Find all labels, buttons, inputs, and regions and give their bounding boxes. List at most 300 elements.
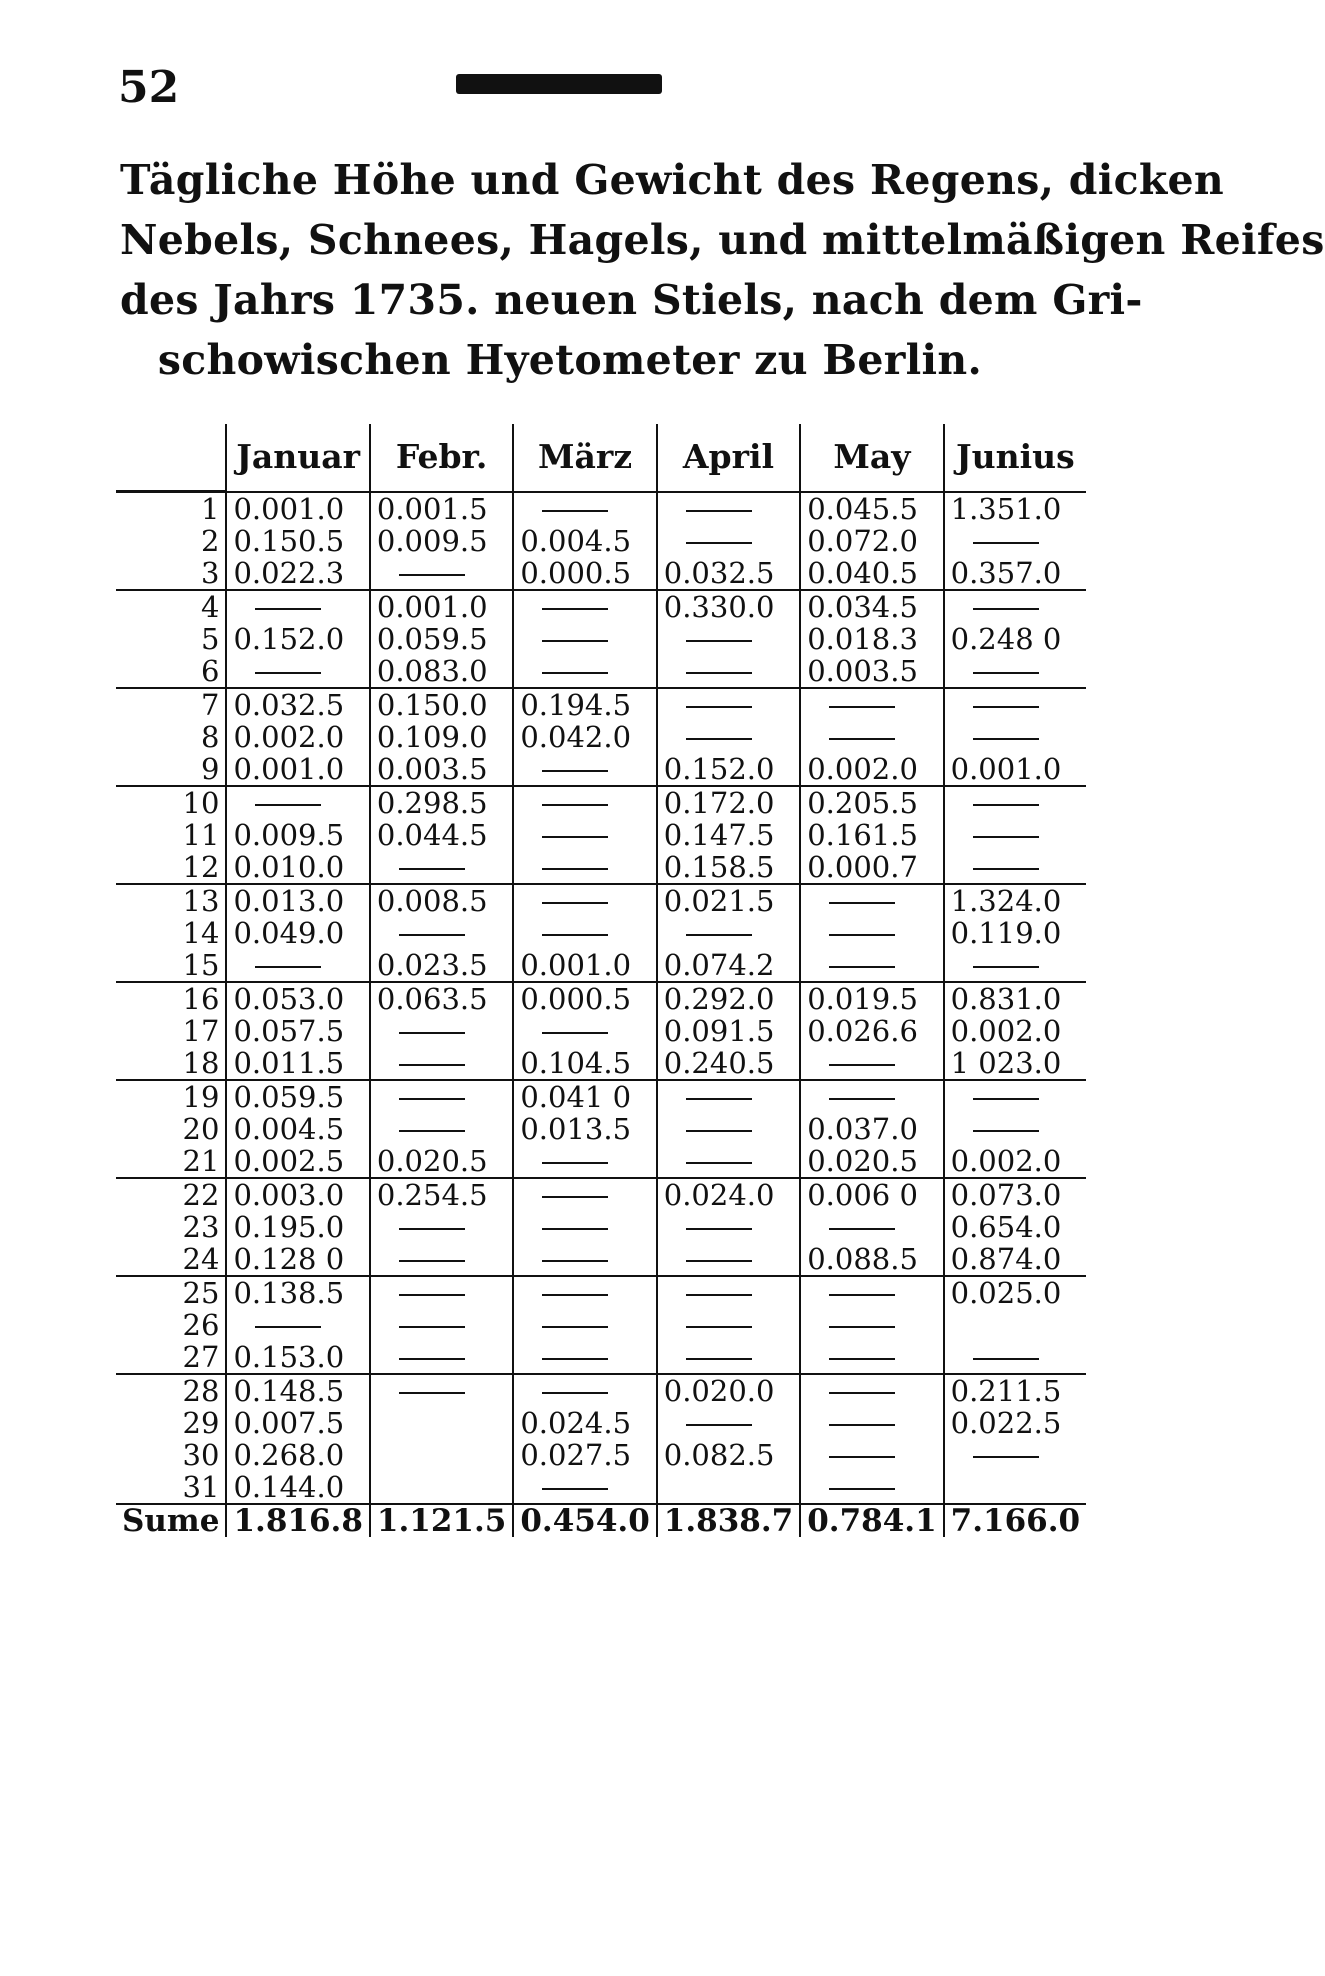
day-number: 4 bbox=[201, 590, 220, 624]
dash-cell bbox=[944, 851, 1086, 884]
dash-mark bbox=[829, 1358, 895, 1360]
table-row bbox=[116, 1309, 1086, 1341]
dash-cell bbox=[370, 1113, 513, 1145]
dash-cell bbox=[513, 851, 656, 884]
dash-mark bbox=[542, 1162, 608, 1164]
table-row bbox=[116, 688, 1086, 721]
value-cell: 0.011.5 bbox=[226, 1047, 369, 1080]
day-number: 16 bbox=[182, 982, 220, 1016]
value-cell: 0.009.5 bbox=[370, 525, 513, 557]
table-row bbox=[116, 884, 1086, 917]
table-row bbox=[116, 655, 1086, 688]
value-cell: 0.020.5 bbox=[800, 1145, 943, 1178]
table-row bbox=[116, 557, 1086, 590]
day-number: 3 bbox=[116, 557, 226, 590]
dash-mark bbox=[829, 1098, 895, 1100]
value-cell: 0.161.5 bbox=[800, 819, 943, 851]
dash-cell bbox=[226, 1309, 369, 1341]
dash-cell bbox=[226, 949, 369, 982]
value-cell: 0.073.0 bbox=[944, 1178, 1086, 1211]
value-cell: 0.022.5 bbox=[944, 1407, 1086, 1439]
dash-cell bbox=[370, 851, 513, 884]
column-header: März bbox=[513, 424, 656, 492]
dash-mark bbox=[686, 1228, 752, 1230]
day-number: 8 bbox=[201, 720, 220, 754]
value-cell: 1 023.0 bbox=[944, 1047, 1086, 1080]
dash-mark bbox=[255, 966, 321, 968]
value-cell: 0.138.5 bbox=[226, 1276, 369, 1309]
dash-cell bbox=[657, 1080, 800, 1113]
value-cell: 0.013.5 bbox=[513, 1113, 656, 1145]
value-cell: 0.059.5 bbox=[226, 1080, 369, 1113]
value-cell: 0.104.5 bbox=[513, 1047, 656, 1080]
dash-mark bbox=[829, 934, 895, 936]
rainfall-table bbox=[116, 424, 1086, 1537]
value-cell: 0.008.5 bbox=[370, 884, 513, 917]
dash-cell bbox=[944, 721, 1086, 753]
value-cell: 0.153.0 bbox=[226, 1341, 369, 1374]
day-number: 7 bbox=[201, 688, 220, 722]
value-cell: 0.026.6 bbox=[800, 1015, 943, 1047]
dash-mark bbox=[686, 1294, 752, 1296]
dash-mark bbox=[399, 1032, 465, 1034]
day-number: 30 bbox=[182, 1438, 220, 1472]
dash-cell bbox=[800, 917, 943, 949]
value-cell: 0.041 0 bbox=[513, 1080, 656, 1113]
sum-value: 1.816.8 bbox=[226, 1504, 369, 1537]
dash-mark bbox=[973, 738, 1039, 740]
day-number: 13 bbox=[182, 884, 220, 918]
value-cell: 0.042.0 bbox=[513, 721, 656, 753]
day-number: 5 bbox=[201, 622, 220, 656]
dash-mark bbox=[542, 836, 608, 838]
dash-cell bbox=[226, 655, 369, 688]
dash-cell bbox=[513, 1341, 656, 1374]
dash-mark bbox=[973, 1130, 1039, 1132]
dash-mark bbox=[973, 868, 1039, 870]
value-cell: 0.330.0 bbox=[657, 590, 800, 623]
dash-cell bbox=[944, 819, 1086, 851]
dash-cell bbox=[513, 1178, 656, 1211]
value-cell: 0.150.5 bbox=[226, 525, 369, 557]
table-row bbox=[116, 1407, 1086, 1439]
value-cell: 0.082.5 bbox=[657, 1439, 800, 1471]
title-line: des Jahrs 1735. neuen Stiels, nach dem Gri- bbox=[120, 276, 1143, 324]
value-cell: 0.152.0 bbox=[657, 753, 800, 786]
dash-mark bbox=[255, 672, 321, 674]
value-cell: 0.002.0 bbox=[226, 721, 369, 753]
dash-mark bbox=[255, 804, 321, 806]
dash-mark bbox=[829, 706, 895, 708]
dash-mark bbox=[542, 608, 608, 610]
column-header: Januar bbox=[226, 424, 369, 492]
value-cell: 0.088.5 bbox=[800, 1243, 943, 1276]
day-number: 12 bbox=[116, 851, 226, 884]
dash-cell bbox=[513, 1015, 656, 1047]
corner-cell bbox=[116, 424, 226, 492]
sum-value: 0.454.0 bbox=[513, 1504, 656, 1537]
table-row bbox=[116, 1080, 1086, 1113]
value-cell: 0.002.0 bbox=[944, 1145, 1086, 1178]
table-row bbox=[116, 1374, 1086, 1407]
dash-cell bbox=[800, 1309, 943, 1341]
day-number: 28 bbox=[182, 1374, 220, 1408]
title-line: Tägliche Höhe und Gewicht des Regens, dicken bbox=[120, 156, 1225, 204]
dash-mark bbox=[542, 1392, 608, 1394]
dash-cell bbox=[657, 1341, 800, 1374]
value-cell: 0.254.5 bbox=[370, 1178, 513, 1211]
value-cell: 0.024.0 bbox=[657, 1178, 800, 1211]
dash-cell bbox=[800, 1211, 943, 1243]
dash-mark bbox=[542, 868, 608, 870]
table-row bbox=[116, 1471, 1086, 1504]
dash-mark bbox=[542, 672, 608, 674]
dash-cell bbox=[370, 917, 513, 949]
dash-mark bbox=[399, 1294, 465, 1296]
header-ornament bbox=[456, 74, 662, 94]
dash-mark bbox=[542, 934, 608, 936]
dash-mark bbox=[686, 1098, 752, 1100]
value-cell: 0.037.0 bbox=[800, 1113, 943, 1145]
table-row bbox=[116, 1243, 1086, 1276]
value-cell: 0.010.0 bbox=[226, 851, 369, 884]
dash-mark bbox=[686, 542, 752, 544]
dash-mark bbox=[829, 1456, 895, 1458]
day-number: 19 bbox=[182, 1080, 220, 1114]
column-header: April bbox=[657, 424, 800, 492]
dash-cell bbox=[657, 1309, 800, 1341]
dash-cell bbox=[800, 1407, 943, 1439]
value-cell: 0.000.5 bbox=[513, 982, 656, 1015]
dash-mark bbox=[399, 868, 465, 870]
value-cell: 0.144.0 bbox=[226, 1471, 369, 1504]
day-number: 24 bbox=[116, 1243, 226, 1276]
table-row bbox=[116, 1047, 1086, 1080]
dash-mark bbox=[973, 608, 1039, 610]
dash-mark bbox=[686, 1326, 752, 1328]
day-number: 22 bbox=[182, 1178, 220, 1212]
dash-cell bbox=[513, 753, 656, 786]
value-cell: 0.654.0 bbox=[944, 1211, 1086, 1243]
dash-cell bbox=[800, 1080, 943, 1113]
dash-cell bbox=[657, 1211, 800, 1243]
dash-cell bbox=[370, 1080, 513, 1113]
dash-mark bbox=[829, 902, 895, 904]
value-cell: 0.053.0 bbox=[226, 982, 369, 1015]
dash-mark bbox=[399, 1098, 465, 1100]
table-row bbox=[116, 982, 1086, 1015]
value-cell: 0.874.0 bbox=[944, 1243, 1086, 1276]
value-cell: 0.000.5 bbox=[513, 557, 656, 590]
dash-cell bbox=[513, 590, 656, 623]
dash-cell bbox=[944, 688, 1086, 721]
header-row bbox=[116, 424, 1086, 492]
dash-mark bbox=[973, 1456, 1039, 1458]
dash-mark bbox=[829, 1392, 895, 1394]
dash-mark bbox=[686, 1130, 752, 1132]
value-cell: 0.049.0 bbox=[226, 917, 369, 949]
day-number: 15 bbox=[116, 949, 226, 982]
dash-mark bbox=[973, 542, 1039, 544]
sum-row bbox=[116, 1504, 1086, 1537]
dash-mark bbox=[829, 1228, 895, 1230]
empty-cell bbox=[370, 1471, 513, 1504]
table-body bbox=[116, 492, 1086, 1538]
value-cell: 0.000.7 bbox=[800, 851, 943, 884]
dash-cell bbox=[657, 1276, 800, 1309]
value-cell: 0.109.0 bbox=[370, 721, 513, 753]
value-cell: 0.003.5 bbox=[370, 753, 513, 786]
column-header: May bbox=[800, 424, 943, 492]
day-number: 6 bbox=[116, 655, 226, 688]
dash-mark bbox=[973, 1098, 1039, 1100]
dash-mark bbox=[542, 1294, 608, 1296]
day-number: 14 bbox=[182, 916, 220, 950]
column-header: Febr. bbox=[370, 424, 513, 492]
value-cell: 0.009.5 bbox=[226, 819, 369, 851]
dash-cell bbox=[800, 1374, 943, 1407]
dash-mark bbox=[973, 1358, 1039, 1360]
empty-cell bbox=[944, 1309, 1086, 1341]
value-cell: 0.019.5 bbox=[800, 982, 943, 1015]
dash-cell bbox=[657, 525, 800, 557]
table-row bbox=[116, 1276, 1086, 1309]
value-cell: 0.004.5 bbox=[513, 525, 656, 557]
dash-cell bbox=[513, 1243, 656, 1276]
value-cell: 0.021.5 bbox=[657, 884, 800, 917]
value-cell: 0.091.5 bbox=[657, 1015, 800, 1047]
dash-cell bbox=[513, 1309, 656, 1341]
dash-mark bbox=[973, 706, 1039, 708]
value-cell: 0.020.0 bbox=[657, 1374, 800, 1407]
title-line: schowischen Hyetometer zu Berlin. bbox=[157, 336, 983, 384]
value-cell: 0.001.0 bbox=[513, 949, 656, 982]
value-cell: 0.022.3 bbox=[226, 557, 369, 590]
value-cell: 0.040.5 bbox=[800, 557, 943, 590]
day-number: 18 bbox=[116, 1047, 226, 1080]
value-cell: 0.357.0 bbox=[944, 557, 1086, 590]
value-cell: 1.351.0 bbox=[944, 492, 1086, 526]
value-cell: 0.023.5 bbox=[370, 949, 513, 982]
value-cell: 0.148.5 bbox=[226, 1374, 369, 1407]
value-cell: 0.025.0 bbox=[944, 1276, 1086, 1309]
page-number: 52 bbox=[118, 62, 180, 113]
dash-mark bbox=[686, 1424, 752, 1426]
dash-cell bbox=[513, 819, 656, 851]
dash-cell bbox=[370, 1276, 513, 1309]
dash-mark bbox=[542, 770, 608, 772]
dash-mark bbox=[686, 640, 752, 642]
sum-value: 1.838.7 bbox=[657, 1504, 800, 1537]
dash-cell bbox=[513, 917, 656, 949]
table-row bbox=[116, 1145, 1086, 1178]
dash-cell bbox=[944, 1080, 1086, 1113]
dash-cell bbox=[944, 1439, 1086, 1471]
dash-mark bbox=[829, 1326, 895, 1328]
value-cell: 0.001.0 bbox=[944, 753, 1086, 786]
day-number: 23 bbox=[182, 1210, 220, 1244]
value-cell: 0.002.0 bbox=[800, 753, 943, 786]
empty-cell bbox=[657, 1471, 800, 1504]
value-cell: 0.002.5 bbox=[226, 1145, 369, 1178]
dash-cell bbox=[513, 1276, 656, 1309]
dash-cell bbox=[800, 949, 943, 982]
dash-mark bbox=[829, 966, 895, 968]
dash-mark bbox=[542, 804, 608, 806]
dash-cell bbox=[370, 1309, 513, 1341]
table-row bbox=[116, 949, 1086, 982]
day-number: 10 bbox=[182, 786, 220, 820]
dash-mark bbox=[542, 1196, 608, 1198]
dash-cell bbox=[370, 1211, 513, 1243]
table-row bbox=[116, 623, 1086, 655]
dash-mark bbox=[399, 1260, 465, 1262]
dash-mark bbox=[542, 1326, 608, 1328]
dash-cell bbox=[944, 1113, 1086, 1145]
dash-cell bbox=[370, 1243, 513, 1276]
day-number: 2 bbox=[201, 524, 220, 558]
table-row bbox=[116, 1178, 1086, 1211]
dash-mark bbox=[542, 1228, 608, 1230]
empty-cell bbox=[944, 1471, 1086, 1504]
dash-cell bbox=[657, 688, 800, 721]
dash-mark bbox=[829, 738, 895, 740]
day-number: 21 bbox=[116, 1145, 226, 1178]
dash-mark bbox=[686, 1260, 752, 1262]
dash-cell bbox=[513, 786, 656, 819]
dash-cell bbox=[800, 1276, 943, 1309]
dash-cell bbox=[657, 917, 800, 949]
column-header: Junius bbox=[944, 424, 1086, 492]
dash-cell bbox=[800, 688, 943, 721]
value-cell: 0.083.0 bbox=[370, 655, 513, 688]
dash-cell bbox=[657, 655, 800, 688]
table-row bbox=[116, 1015, 1086, 1047]
value-cell: 0.063.5 bbox=[370, 982, 513, 1015]
dash-mark bbox=[973, 804, 1039, 806]
dash-mark bbox=[686, 1358, 752, 1360]
value-cell: 0.059.5 bbox=[370, 623, 513, 655]
dash-cell bbox=[513, 1374, 656, 1407]
value-cell: 0.240.5 bbox=[657, 1047, 800, 1080]
dash-mark bbox=[399, 1358, 465, 1360]
dash-cell bbox=[513, 623, 656, 655]
table-row bbox=[116, 819, 1086, 851]
dash-mark bbox=[829, 1424, 895, 1426]
dash-mark bbox=[255, 608, 321, 610]
value-cell: 0.128 0 bbox=[226, 1243, 369, 1276]
table-row bbox=[116, 492, 1086, 526]
dash-cell bbox=[370, 557, 513, 590]
dash-cell bbox=[800, 1047, 943, 1080]
dash-mark bbox=[399, 1326, 465, 1328]
dash-mark bbox=[399, 1064, 465, 1066]
table-row bbox=[116, 1439, 1086, 1471]
dash-mark bbox=[542, 902, 608, 904]
empty-cell bbox=[370, 1439, 513, 1471]
value-cell: 0.195.0 bbox=[226, 1211, 369, 1243]
value-cell: 0.007.5 bbox=[226, 1407, 369, 1439]
value-cell: 0.119.0 bbox=[944, 917, 1086, 949]
dash-cell bbox=[944, 590, 1086, 623]
dash-cell bbox=[370, 1341, 513, 1374]
value-cell: 0.002.0 bbox=[944, 1015, 1086, 1047]
table-row bbox=[116, 1341, 1086, 1374]
value-cell: 0.057.5 bbox=[226, 1015, 369, 1047]
value-cell: 0.018.3 bbox=[800, 623, 943, 655]
value-cell: 0.034.5 bbox=[800, 590, 943, 623]
dash-cell bbox=[800, 1471, 943, 1504]
dash-cell bbox=[944, 786, 1086, 819]
sum-value: 1.121.5 bbox=[370, 1504, 513, 1537]
dash-mark bbox=[686, 706, 752, 708]
dash-mark bbox=[542, 640, 608, 642]
page-title bbox=[120, 150, 1325, 390]
dash-mark bbox=[686, 510, 752, 512]
value-cell: 0.298.5 bbox=[370, 786, 513, 819]
dash-mark bbox=[686, 1162, 752, 1164]
dash-mark bbox=[686, 738, 752, 740]
empty-cell bbox=[370, 1407, 513, 1439]
day-number: 31 bbox=[182, 1470, 220, 1504]
day-number: 29 bbox=[182, 1406, 220, 1440]
dash-cell bbox=[944, 949, 1086, 982]
value-cell: 0.004.5 bbox=[226, 1113, 369, 1145]
dash-cell bbox=[657, 1243, 800, 1276]
dash-cell bbox=[657, 1113, 800, 1145]
dash-mark bbox=[686, 672, 752, 674]
dash-cell bbox=[944, 525, 1086, 557]
dash-mark bbox=[399, 1228, 465, 1230]
day-number: 9 bbox=[116, 753, 226, 786]
value-cell: 0.045.5 bbox=[800, 492, 943, 526]
table-row bbox=[116, 590, 1086, 623]
value-cell: 0.292.0 bbox=[657, 982, 800, 1015]
day-number: 25 bbox=[182, 1276, 220, 1310]
dash-mark bbox=[399, 934, 465, 936]
dash-mark bbox=[542, 1488, 608, 1490]
dash-mark bbox=[973, 836, 1039, 838]
dash-cell bbox=[513, 492, 656, 526]
dash-cell bbox=[513, 1211, 656, 1243]
dash-cell bbox=[800, 1439, 943, 1471]
value-cell: 0.205.5 bbox=[800, 786, 943, 819]
dash-cell bbox=[800, 721, 943, 753]
value-cell: 0.194.5 bbox=[513, 688, 656, 721]
dash-mark bbox=[399, 574, 465, 576]
title-line: Nebels, Schnees, Hagels, und mittelmäßigen Reifes bbox=[120, 216, 1325, 264]
dash-mark bbox=[399, 1392, 465, 1394]
value-cell: 0.001.0 bbox=[226, 492, 369, 526]
dash-cell bbox=[226, 590, 369, 623]
value-cell: 0.001.0 bbox=[226, 753, 369, 786]
dash-cell bbox=[370, 1015, 513, 1047]
dash-cell bbox=[657, 1145, 800, 1178]
sum-value: 7.166.0 bbox=[944, 1504, 1086, 1537]
dash-mark bbox=[255, 1326, 321, 1328]
value-cell: 0.001.5 bbox=[370, 492, 513, 526]
sum-value: 0.784.1 bbox=[800, 1504, 943, 1537]
table-row bbox=[116, 851, 1086, 884]
value-cell: 0.013.0 bbox=[226, 884, 369, 917]
value-cell: 0.172.0 bbox=[657, 786, 800, 819]
value-cell: 1.324.0 bbox=[944, 884, 1086, 917]
value-cell: 0.044.5 bbox=[370, 819, 513, 851]
dash-mark bbox=[829, 1488, 895, 1490]
value-cell: 0.072.0 bbox=[800, 525, 943, 557]
value-cell: 0.150.0 bbox=[370, 688, 513, 721]
dash-mark bbox=[542, 1032, 608, 1034]
